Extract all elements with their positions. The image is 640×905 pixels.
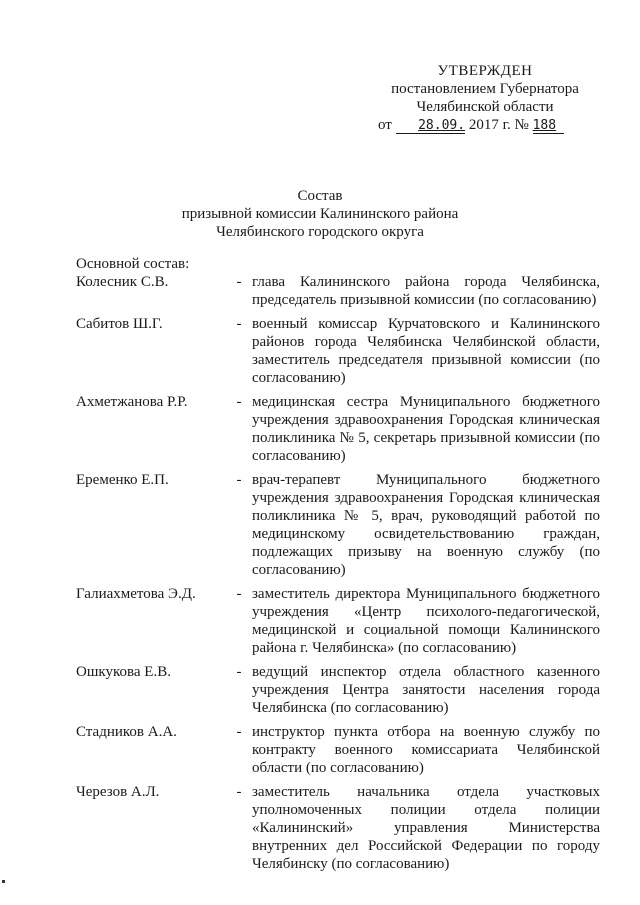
member-name: Стадников А.А.	[76, 724, 177, 740]
number-underline	[533, 118, 564, 134]
member-dash: -	[236, 664, 242, 680]
member-role: ведущий инспектор отдела областного казенного учреждения Центра занятости населения города Челябинска (по согласованию)	[252, 664, 600, 716]
member-role: инструктор пункта отбора на военную службу по контракту военного комиссариата Челябинской области (по согласованию)	[252, 724, 600, 776]
heading-line-3: Челябинского городского округа	[216, 224, 424, 240]
heading-line-2: призывной комиссии Калининского района	[181, 206, 459, 222]
number-value: 188	[532, 118, 557, 133]
date-value: 28.09.	[418, 118, 466, 133]
member-role: заместитель начальника отдела участковых уполномоченных полиции отдела полиции «Калининский» управления Министерства внутренних дел Российской Федерации по городу Челябинску (по согласованию)	[252, 784, 600, 872]
member-dash: -	[236, 274, 242, 290]
scan-speck	[2, 880, 5, 883]
member-dash: -	[236, 724, 242, 740]
member-dash: -	[236, 316, 242, 332]
member-role: заместитель директора Муниципального бюджетного учреждения «Центр психолого-педагогической, медицинской и социальной помощи Калининского района г. Челябинска» (по согласованию)	[252, 586, 600, 656]
heading-line-1: Состав	[297, 188, 343, 204]
date-suffix: 2017 г. №	[468, 117, 529, 133]
member-row	[76, 783, 600, 873]
member-name: Сабитов Ш.Г.	[76, 316, 163, 332]
approval-line-2: Челябинской области	[416, 99, 554, 115]
member-name: Черезов А.Л.	[76, 784, 160, 800]
member-role: медицинская сестра Муниципального бюджетного учреждения здравоохранения Городская клиническая поликлиника № 5, секретарь призывной комиссии (по согласованию)	[252, 394, 600, 464]
document-heading	[0, 187, 640, 241]
member-row	[76, 273, 600, 309]
section-label: Основной состав:	[76, 256, 190, 272]
member-name: Ахметжанова Р.Р.	[76, 394, 188, 410]
member-role: врач-терапевт Муниципального бюджетного учреждения здравоохранения Городская клиническая поликлиника № 5, врач, руководящий работой по медицинскому освидетельствованию граждан, подлежащих призыву на военную службу (по согласованию)	[252, 472, 600, 578]
approval-date-line	[370, 116, 600, 134]
member-dash: -	[236, 472, 242, 488]
member-row	[76, 315, 600, 387]
approval-block	[370, 62, 600, 134]
date-underline	[396, 118, 465, 134]
member-dash: -	[236, 784, 242, 800]
approval-title: УТВЕРЖДЕН	[437, 63, 533, 79]
member-row	[76, 663, 600, 717]
member-row	[76, 393, 600, 465]
member-name: Галиахметова Э.Д.	[76, 586, 196, 602]
member-name: Еременко Е.П.	[76, 472, 169, 488]
date-prefix: от	[378, 117, 392, 133]
commission-list	[76, 255, 600, 879]
member-dash: -	[236, 394, 242, 410]
member-role: военный комиссар Курчатовского и Калининского районов города Челябинска Челябинской области, заместитель председателя призывной комиссии (по согласованию)	[252, 316, 600, 386]
member-dash: -	[236, 586, 242, 602]
member-row	[76, 723, 600, 777]
member-role: глава Калининского района города Челябинска, председатель призывной комиссии (по согласованию)	[252, 274, 600, 308]
member-name: Ошкукова Е.В.	[76, 664, 171, 680]
member-row	[76, 471, 600, 579]
member-row	[76, 585, 600, 657]
approval-line-1: постановлением Губернатора	[391, 81, 579, 97]
member-name: Колесник С.В.	[76, 274, 169, 290]
